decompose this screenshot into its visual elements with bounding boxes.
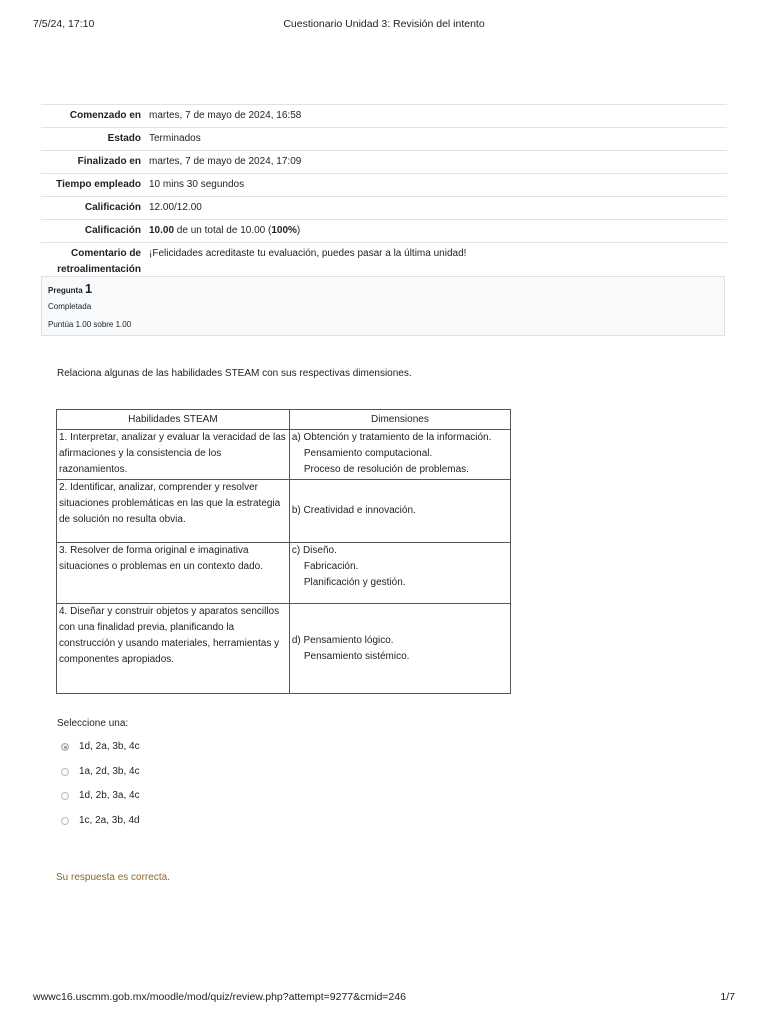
summary-value: 12.00/12.00 bbox=[145, 197, 727, 220]
attempt-summary-table bbox=[41, 104, 727, 281]
summary-value: Terminados bbox=[145, 128, 727, 151]
question-number-value: 1 bbox=[84, 281, 93, 296]
feedback-text: Su respuesta es correcta. bbox=[56, 872, 170, 883]
grade-percent: 100% bbox=[271, 225, 297, 236]
grade-total: de un total de 10.00 ( bbox=[174, 225, 272, 236]
answer-option[interactable] bbox=[61, 815, 140, 840]
skill-cell: 2. Identificar, analizar, comprender y resolver situaciones problemáticas en las que la estrategia de solución no resulta obvia. bbox=[57, 480, 290, 543]
dimension-line: Proceso de resolución de problemas. bbox=[303, 464, 469, 475]
print-url: wwwc16.uscmm.gob.mx/moodle/mod/quiz/review.php?attempt=9277&cmid=246 bbox=[33, 991, 406, 1003]
summary-label: Comentario de retroalimentación bbox=[41, 243, 145, 282]
column-header: Dimensiones bbox=[289, 410, 510, 430]
column-header: Habilidades STEAM bbox=[57, 410, 290, 430]
summary-row bbox=[41, 174, 727, 197]
option-label: 1d, 2a, 3b, 4c bbox=[79, 741, 140, 752]
radio-button-selected[interactable] bbox=[61, 743, 69, 751]
summary-value: ¡Felicidades acreditaste tu evaluación, puedes pasar a la última unidad! bbox=[145, 243, 727, 282]
summary-row bbox=[41, 128, 727, 151]
grade-close: ) bbox=[296, 225, 301, 236]
print-datetime: 7/5/24, 17:10 bbox=[33, 18, 95, 30]
summary-value: martes, 7 de mayo de 2024, 16:58 bbox=[145, 105, 727, 128]
question-text: Relaciona algunas de las habilidades STEAM con sus respectivas dimensiones. bbox=[57, 368, 412, 379]
option-label: 1a, 2d, 3b, 4c bbox=[79, 765, 140, 777]
question-state: Completada bbox=[48, 302, 92, 311]
dimension-cell bbox=[289, 480, 510, 543]
table-row bbox=[57, 604, 511, 694]
question-info bbox=[41, 276, 725, 336]
dimension-line: Planificación y gestión. bbox=[303, 577, 406, 588]
summary-value: 10 mins 30 segundos bbox=[145, 174, 727, 197]
print-title: Cuestionario Unidad 3: Revisión del intento bbox=[283, 18, 485, 30]
steam-table bbox=[56, 409, 511, 694]
summary-row bbox=[41, 197, 727, 220]
dimension-line: d) Pensamiento lógico. bbox=[291, 634, 394, 646]
summary-value: martes, 7 de mayo de 2024, 17:09 bbox=[145, 151, 727, 174]
answer-option[interactable] bbox=[61, 741, 140, 766]
skill-cell: 1. Interpretar, analizar y evaluar la veracidad de las afirmaciones y la consistencia de los razonamientos. bbox=[57, 430, 290, 480]
table-row bbox=[57, 543, 511, 604]
dimension-cell bbox=[289, 543, 510, 604]
dimension-cell bbox=[289, 430, 510, 480]
table-header-row bbox=[57, 410, 511, 430]
summary-label: Estado bbox=[41, 128, 145, 151]
table-row bbox=[57, 430, 511, 480]
answer-option[interactable] bbox=[61, 790, 140, 815]
summary-value bbox=[145, 220, 727, 243]
summary-label: Calificación bbox=[41, 197, 145, 220]
option-label: 1d, 2b, 3a, 4c bbox=[79, 790, 140, 801]
option-label: 1c, 2a, 3b, 4d bbox=[79, 814, 140, 826]
summary-row bbox=[41, 220, 727, 243]
dimension-line: Pensamiento computacional. bbox=[303, 448, 433, 459]
dimension-cell bbox=[289, 604, 510, 694]
radio-button[interactable] bbox=[61, 817, 69, 825]
grade-score: 10.00 bbox=[149, 225, 175, 236]
summary-label: Finalizado en bbox=[41, 151, 145, 174]
answer-option[interactable] bbox=[61, 766, 140, 791]
summary-label: Comenzado en bbox=[41, 105, 145, 128]
answer-prompt: Seleccione una: bbox=[57, 718, 129, 729]
radio-button[interactable] bbox=[61, 792, 69, 800]
dimension-line: Fabricación. bbox=[303, 561, 359, 572]
radio-button[interactable] bbox=[61, 768, 69, 776]
dimension-line: a) Obtención y tratamiento de la información. bbox=[291, 432, 492, 443]
print-page-number: 1/7 bbox=[720, 991, 735, 1003]
summary-row bbox=[41, 151, 727, 174]
question-number bbox=[48, 281, 718, 296]
answer-options bbox=[61, 741, 140, 839]
summary-label: Tiempo empleado bbox=[41, 174, 145, 197]
skill-cell: 3. Resolver de forma original e imaginativa situaciones o problemas en un contexto dado. bbox=[57, 543, 290, 604]
question-label: Pregunta bbox=[48, 286, 83, 295]
summary-label: Calificación bbox=[41, 220, 145, 243]
skill-cell: 4. Diseñar y construir objetos y aparatos sencillos con una finalidad previa, planificando la construcción y usando materiales, herramientas y componentes apropiados. bbox=[57, 604, 290, 694]
dimension-line: b) Creatividad e innovación. bbox=[291, 505, 416, 516]
table-row bbox=[57, 480, 511, 543]
question-grade: Puntúa 1.00 sobre 1.00 bbox=[48, 320, 132, 329]
summary-row bbox=[41, 105, 727, 128]
dimension-line: c) Diseño. bbox=[291, 545, 337, 556]
dimension-line: Pensamiento sistémico. bbox=[303, 650, 410, 662]
